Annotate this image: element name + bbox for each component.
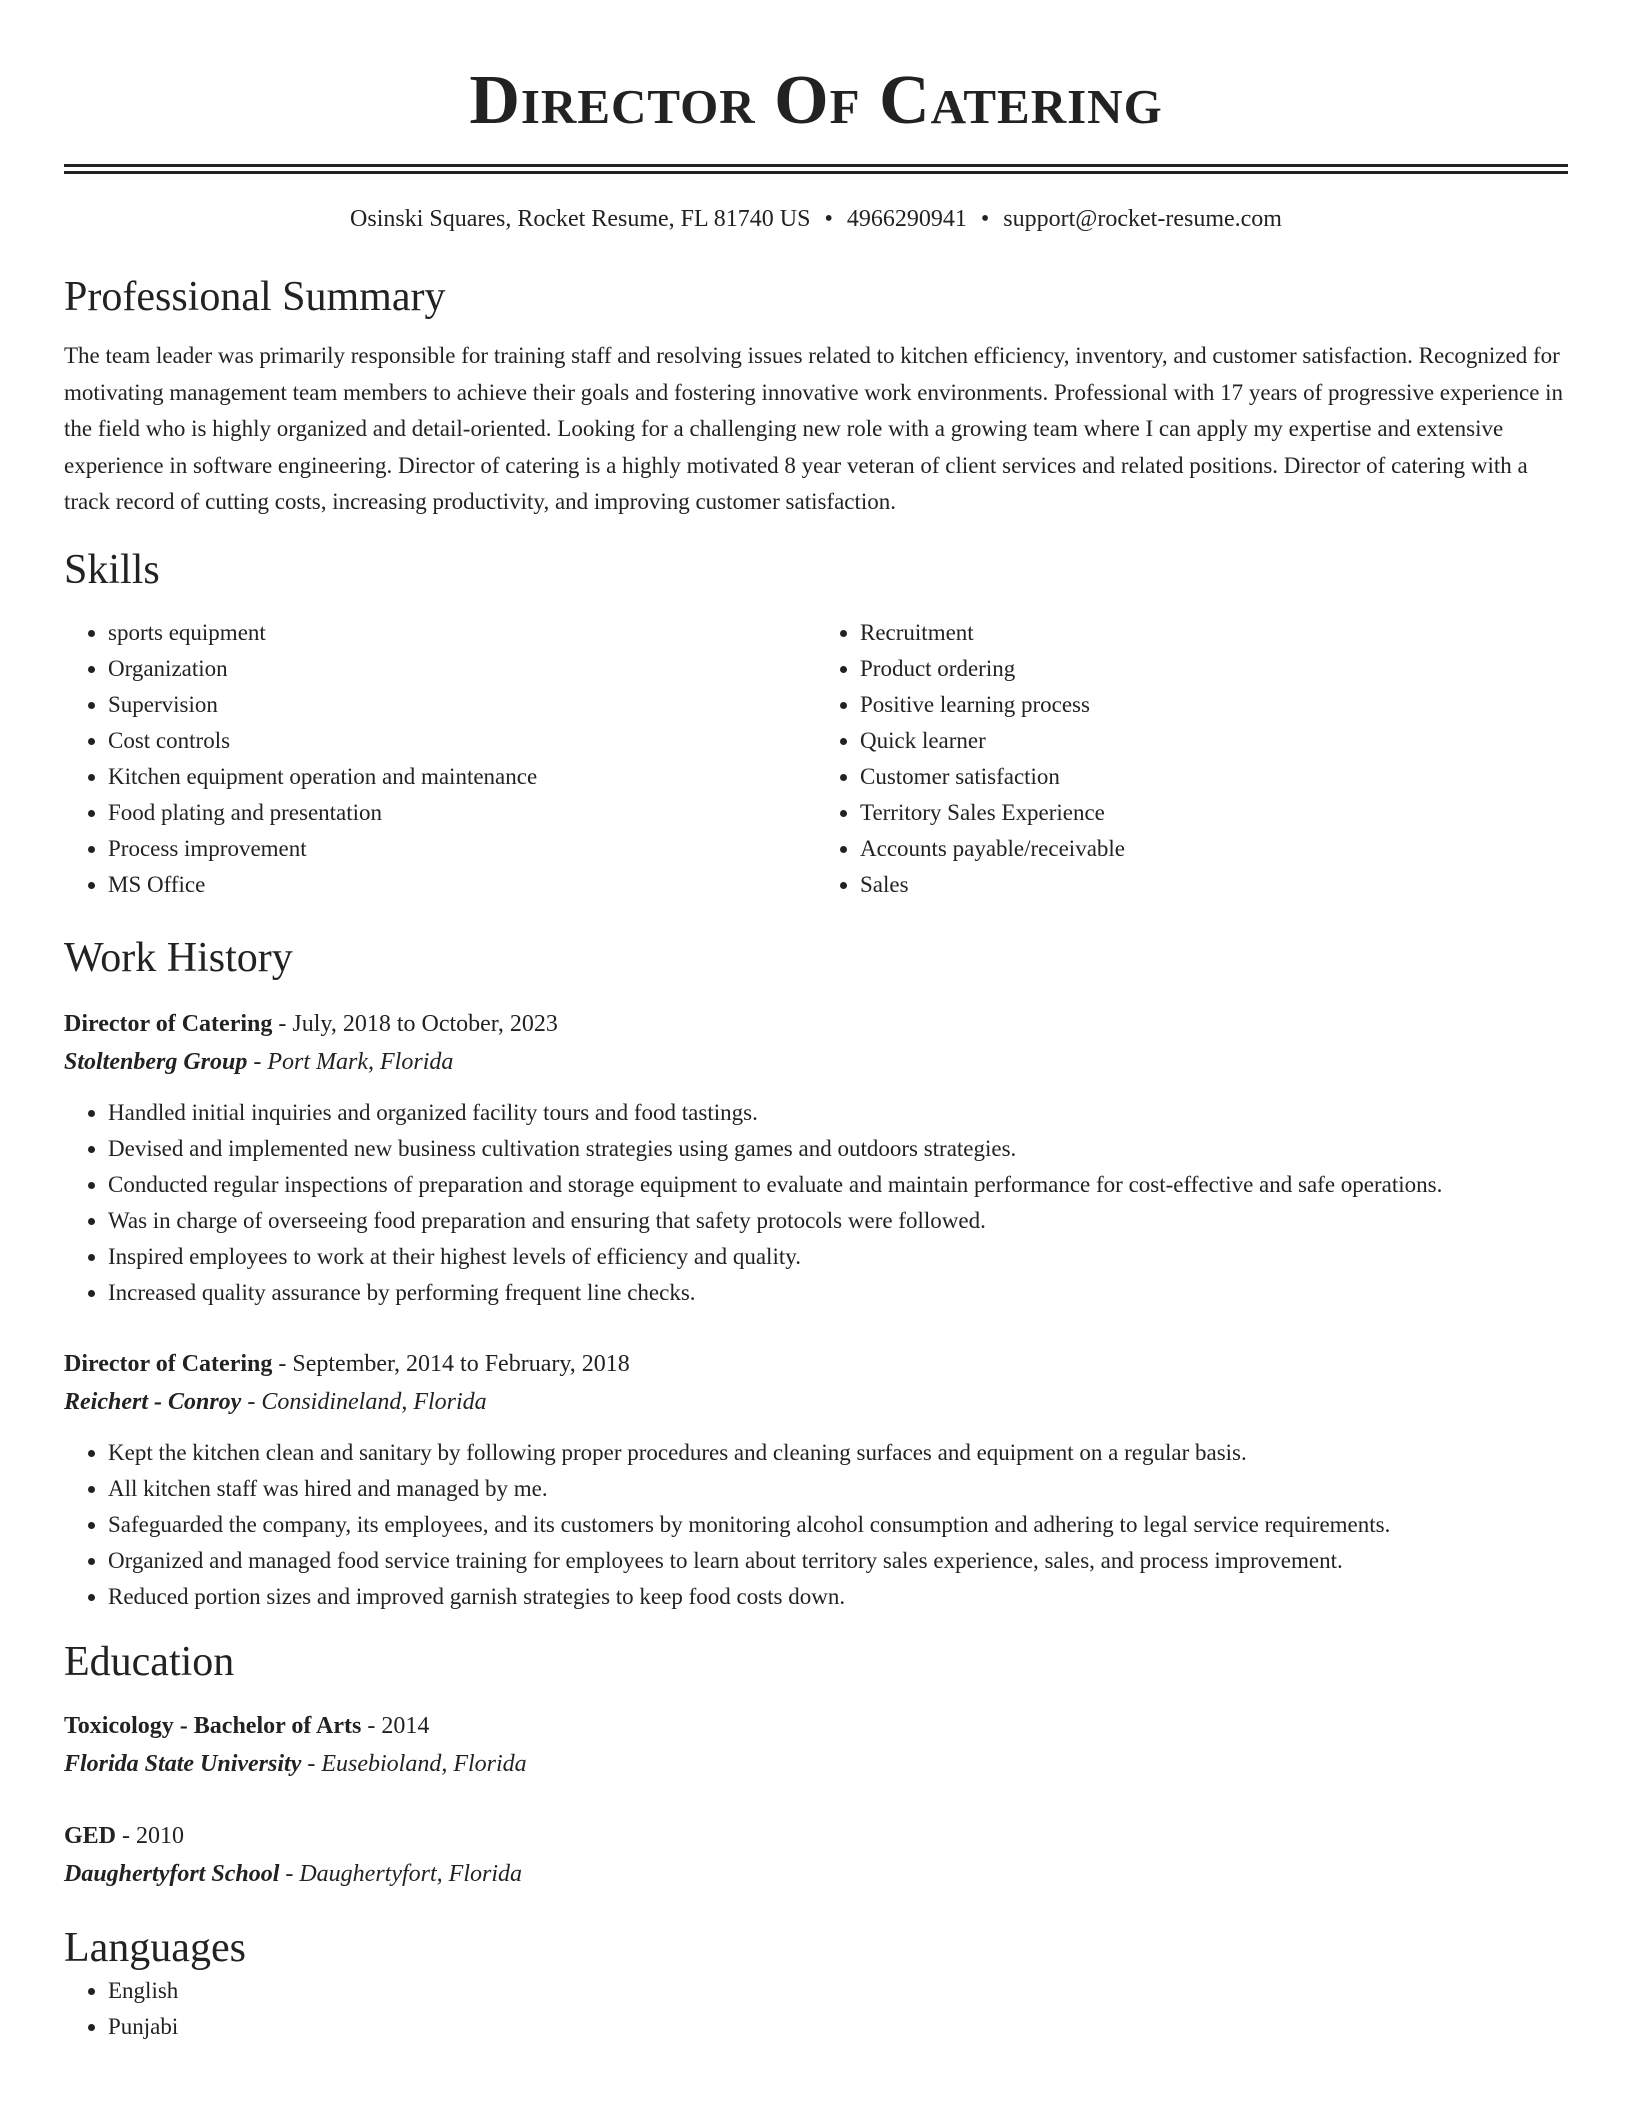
skill-item: • Organization [108, 651, 816, 687]
language-item: • English [108, 1973, 1568, 2009]
skill-item: • MS Office [108, 867, 816, 903]
double-rule-divider [64, 164, 1568, 174]
contact-email: support@rocket-resume.com [1003, 206, 1282, 232]
education-school: Florida State University [64, 1750, 302, 1777]
skill-item: • sports equipment [108, 615, 816, 651]
skill-item: • Process improvement [108, 831, 816, 867]
language-item: • Punjabi [108, 2009, 1568, 2045]
job-entry [64, 1005, 1568, 1311]
job-entry [64, 1345, 1568, 1615]
job-dates: - July, 2018 to October, 2023 [278, 1010, 558, 1037]
job-duty: • Safeguarded the company, its employees, and its customers by monitoring alcohol consumption and adhering to legal service requirements. [108, 1507, 1568, 1543]
job-company: Stoltenberg Group [64, 1048, 248, 1075]
job-duty: • Conducted regular inspections of preparation and storage equipment to evaluate and maintain performance for cost-effective and safe operations. [108, 1167, 1568, 1203]
skill-item: • Recruitment [860, 615, 1568, 651]
job-role: Director of Catering [64, 1350, 273, 1377]
languages-list [64, 1973, 1568, 2045]
job-location: - Port Mark, Florida [253, 1048, 454, 1075]
job-company-line [64, 1383, 1568, 1421]
education-location: - Eusebioland, Florida [307, 1750, 527, 1777]
contact-phone: 4966290941 [846, 206, 967, 232]
job-duty: • Increased quality assurance by performing frequent line checks. [108, 1275, 1568, 1311]
skills-columns [64, 615, 1568, 903]
job-duty: • Inspired employees to work at their highest levels of efficiency and quality. [108, 1239, 1568, 1275]
education-school: Daughertyfort School [64, 1860, 280, 1887]
job-dates: - September, 2014 to February, 2018 [278, 1350, 630, 1377]
job-duty: • Was in charge of overseeing food preparation and ensuring that safety protocols were followed. [108, 1203, 1568, 1239]
job-duty: • Organized and managed food service training for employees to learn about territory sales experience, sales, and process improvement. [108, 1543, 1568, 1579]
job-duties-list [64, 1435, 1568, 1615]
skills-list-left [64, 615, 816, 903]
skill-item: • Sales [860, 867, 1568, 903]
education-school-line [64, 1855, 1568, 1893]
education-degree: Toxicology - Bachelor of Arts [64, 1712, 362, 1739]
bullet-separator: • [824, 206, 833, 232]
skill-item: • Cost controls [108, 723, 816, 759]
job-duties-list [64, 1095, 1568, 1311]
job-title-line [64, 1345, 1568, 1383]
languages-heading: Languages [64, 1924, 246, 1971]
job-duty: • Handled initial inquiries and organized facility tours and food tastings. [108, 1095, 1568, 1131]
contact-address: Osinski Squares, Rocket Resume, FL 81740 US [350, 206, 811, 232]
resume-title: Director Of Catering [469, 62, 1163, 139]
skill-item: • Food plating and presentation [108, 795, 816, 831]
skill-item: • Kitchen equipment operation and maintenance [108, 759, 816, 795]
job-duty: • Kept the kitchen clean and sanitary by following proper procedures and cleaning surfaces and equipment on a regular basis. [108, 1435, 1568, 1471]
education-year: - 2010 [122, 1822, 185, 1849]
skill-item: • Quick learner [860, 723, 1568, 759]
education-heading: Education [64, 1638, 235, 1685]
education-degree: GED [64, 1822, 117, 1849]
skill-item: • Accounts payable/receivable [860, 831, 1568, 867]
education-degree-line [64, 1707, 1568, 1745]
education-entry [64, 1707, 1568, 1783]
skill-item: • Supervision [108, 687, 816, 723]
summary-text: The team leader was primarily responsible for training staff and resolving issues related to kitchen efficiency, inventory, and customer satisfaction. Recognized for motivating management team members to achieve their goals and fostering innovative work environments. Professional with 17 years of progressive experience in the field who is highly organized and detail-oriented. Looking for a challenging new role with a growing team where I can apply my expertise and extensive experience in software engineering. Director of catering is a highly motivated 8 year veteran of client services and related positions. Director of catering with a track record of cutting costs, increasing productivity, and improving customer satisfaction. [64, 343, 1564, 514]
education-degree-line [64, 1817, 1568, 1855]
skill-item: • Product ordering [860, 651, 1568, 687]
bullet-separator: • [980, 206, 990, 232]
skills-list-right [816, 615, 1568, 903]
job-company: Reichert - Conroy [64, 1388, 242, 1415]
education-entry [64, 1817, 1568, 1893]
job-company-line [64, 1043, 1568, 1081]
skill-item: • Positive learning process [860, 687, 1568, 723]
job-role: Director of Catering [64, 1010, 273, 1037]
contact-info [64, 204, 1568, 234]
job-title-line [64, 1005, 1568, 1043]
skill-item: • Customer satisfaction [860, 759, 1568, 795]
skills-heading: Skills [64, 546, 160, 593]
job-location: - Considineland, Florida [247, 1388, 487, 1415]
job-duty: • Reduced portion sizes and improved garnish strategies to keep food costs down. [108, 1579, 1568, 1615]
summary-heading: Professional Summary [64, 274, 446, 320]
job-duty: • All kitchen staff was hired and managed by me. [108, 1471, 1568, 1507]
education-school-line [64, 1745, 1568, 1783]
education-year: - 2014 [367, 1712, 430, 1739]
work-history-heading: Work History [64, 934, 293, 981]
skill-item: • Territory Sales Experience [860, 795, 1568, 831]
job-duty: • Devised and implemented new business cultivation strategies using games and outdoors strategies. [108, 1131, 1568, 1167]
education-location: - Daughertyfort, Florida [285, 1860, 523, 1887]
